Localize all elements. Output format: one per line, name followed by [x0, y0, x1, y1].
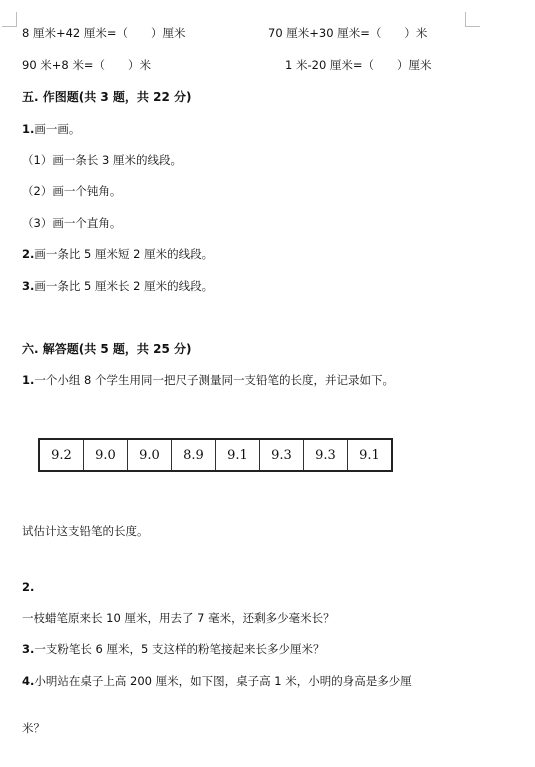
s6-question-4: [22, 673, 412, 689]
measurement-cell: 9.2: [39, 439, 84, 471]
s5-q1-sub-1: （1）画一条长 3 厘米的线段。: [22, 153, 182, 167]
measurement-cell: 9.3: [260, 439, 304, 471]
s6-q1-ask: 试估计这支铅笔的长度。: [22, 524, 149, 538]
s6-q4-continuation: 米？: [22, 721, 45, 735]
measurement-cell: 9.1: [348, 439, 393, 471]
fill-row-2-right: 1 米-20 厘米=（ ）厘米: [285, 58, 432, 72]
s5-q3-text: 画一条比 5 厘米长 2 厘米的线段。: [34, 279, 214, 293]
page-corner-mark-right: [465, 12, 480, 27]
section-5-title: 五. 作图题(共 3 题，共 22 分): [22, 90, 192, 104]
measurement-cell: 9.0: [84, 439, 128, 471]
fill-row-1-left: 8 厘米+42 厘米=（ ）厘米: [22, 26, 186, 40]
measurement-cell: 9.1: [216, 439, 260, 471]
measurement-cell: 9.0: [128, 439, 172, 471]
s5-q1-text: 画一画。: [34, 122, 81, 136]
fill-row-1-right: 70 厘米+30 厘米=（ ）米: [268, 26, 428, 40]
s5-question-2: [22, 246, 213, 262]
measurement-row: [39, 439, 392, 471]
s6-q2-text: 一枝蜡笔原来长 10 厘米，用去了 7 毫米，还剩多少毫米长？: [22, 611, 335, 625]
measurement-cell: 9.3: [304, 439, 348, 471]
s6-q4-number: 4.: [22, 674, 35, 688]
page-corner-mark-left: [2, 12, 17, 27]
s5-q1-sub-2: （2）画一个钝角。: [22, 184, 122, 198]
s6-q2-number: 2.: [22, 580, 35, 594]
section-6-title: 六. 解答题(共 5 题，共 25 分): [22, 342, 192, 356]
s6-q3-text: 一支粉笔长 6 厘米，5 支这样的粉笔接起来长多少厘米？: [34, 642, 325, 656]
s6-q1-number: 1.: [22, 373, 35, 387]
s5-q1-sub-3: （3）画一个直角。: [22, 216, 122, 230]
s5-q1-number: 1.: [22, 122, 35, 136]
s5-question-1: [22, 121, 80, 137]
fill-row-2-left: 90 米+8 米=（ ）米: [22, 58, 152, 72]
s5-q3-number: 3.: [22, 279, 35, 293]
s5-q2-text: 画一条比 5 厘米短 2 厘米的线段。: [34, 247, 214, 261]
s6-q4-text: 小明站在桌子上高 200 厘米，如下图，桌子高 1 米，小明的身高是多少厘: [34, 674, 412, 688]
s6-q3-number: 3.: [22, 642, 35, 656]
s5-question-3: [22, 278, 213, 294]
s6-question-3: [22, 641, 324, 657]
s6-q1-text: 一个小组 8 个学生用同一把尺子测量同一支铅笔的长度，并记录如下。: [34, 373, 394, 387]
measurement-cell: 8.9: [172, 439, 216, 471]
s5-q2-number: 2.: [22, 247, 35, 261]
s6-question-1: [22, 372, 394, 388]
measurement-table: [38, 438, 393, 472]
